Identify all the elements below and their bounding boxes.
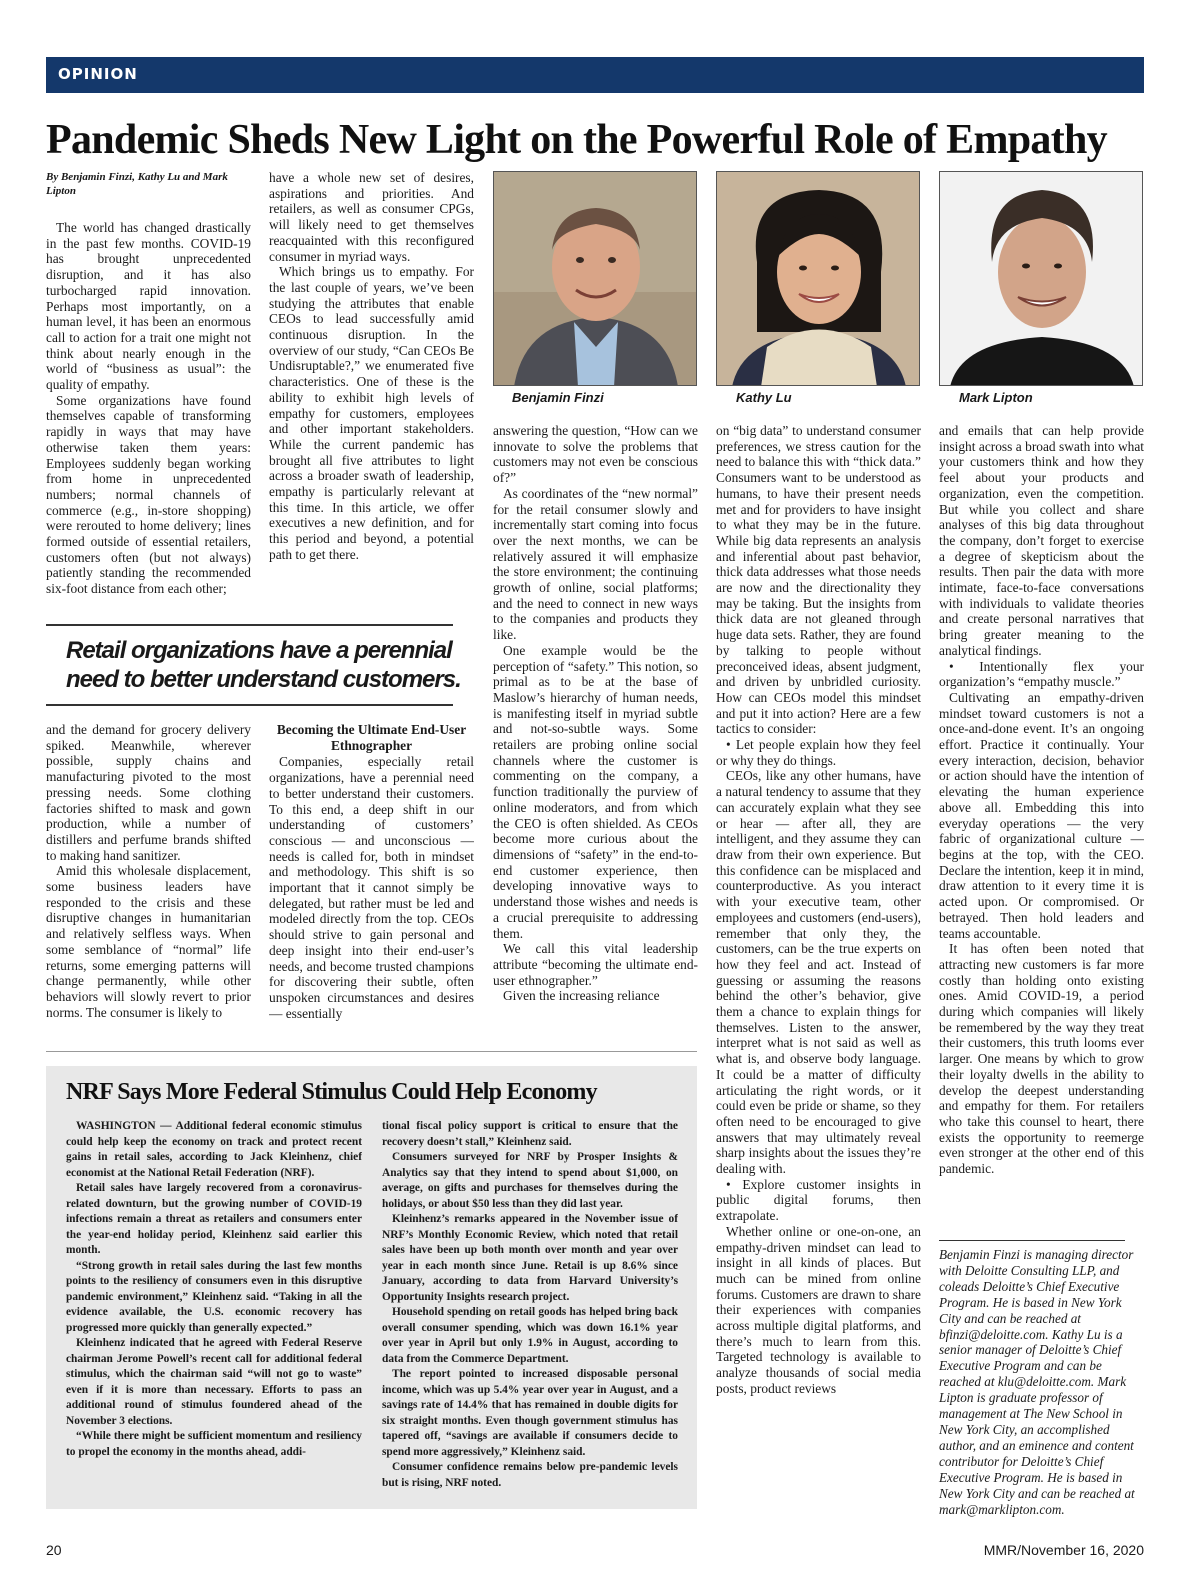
article-column-5 [939,423,1144,1231]
portrait-photo-icon [717,172,920,386]
paragraph: Consumers surveyed for NRF by Prosper Insights & Analytics say that they intend to spend about $1,000, on average, on gifts and purchases for themselves during the holidays, or about $50 less than they did last year. [382,1151,678,1210]
section-label: OPINION [58,65,138,83]
paragraph: have a whole new set of desires, aspirations and priorities. And retailers, as well as consumer CPGs, will likely need to get themselves reacquainted with this reconfigured consumer in myriad ways. [269,170,474,264]
nrf-sidebar [46,1066,697,1509]
paragraph: Kleinhenz indicated that he agreed with Federal Reserve chairman Jerome Powell’s recent call for additional federal stimulus, which the chairman said “will not go to waste” even if it is more than necessary. Efforts to pass an additional round of stimulus foundered ahead of the November 3 elections. [66,1337,362,1427]
bullet-point: • Intentionally flex your organization’s “empathy muscle.” [939,658,1144,690]
paragraph: Retail sales have largely recovered from a coronavirus-related downturn, but the growing number of COVID-19 infections remain a threat as retailers and consumers enter the year-end holiday period, Kleinhenz said earlier this month. [66,1182,362,1256]
paragraph: Amid this wholesale displacement, some business leaders have responded to the crisis and these disruptive changes in humanitarian and relatively selfless ways. When some semblance of “normal” life returns, some emerging patterns will change permanently, while other behaviors will slowly revert to prior norms. The consumer is likely to [46,863,251,1020]
sidebar-column-a [66,1119,362,1504]
paragraph: The world has changed drastically in the past few months. COVID-19 has brought unprecedented disruption, and it has also turbocharged rapid innovation. Perhaps most importantly, on a human level, it has been an enormous call to action for a trait one might not think about nearly enough in the world of “business as usual”: the quality of empathy. [46,220,251,393]
publication-date: MMR/November 16, 2020 [983,1542,1144,1558]
paragraph: answering the question, “How can we innovate to solve the problems that customers may not even be conscious of?” [493,423,698,486]
article-column-1-bottom [46,722,251,1042]
paragraph: As coordinates of the “new normal” for the retail consumer slowly and incrementally start coming into focus over the next months, we can be relatively assured it will emphasize the store environment; the continuing growth of online, social platforms; and the need to connect in new ways to the companies and products they like. [493,485,698,643]
paragraph: Companies, especially retail organizations, have a perennial need to better understand their customers. To this end, a deep shift in our understanding of customers’ conscious — and unconscious — needs is called for, both in mindset and methodology. This shift is so important that it cannot simply be delegated, but rather must be led and modeled directly from the top. CEOs should strive to gain personal and deep insight into their end-user’s needs, and become trusted champions for discovering their subtle, often unspoken circumstances and desires — essentially [269,754,474,1021]
paragraph: It has often been noted that attracting new customers is far more costly than holding onto existing ones. Amid COVID-19, a period during which companies will likely be remembered by the way they treat their customers, this truth looms ever larger. One means by which to grow their loyalty dwells in the ability to develop the deepest understanding and empathy for them. For retailers who take this counsel to heart, there exists the opportunity to reemerge even stronger at the other end of this pandemic. [939,941,1144,1177]
paragraph: Some organizations have found themselves capable of transforming rapidly in ways that may have otherwise taken them years: Employees suddenly began working from home in unprecedented numbers; normal channels of commerce (e.g., in-store shopping) were rerouted to home delivery; lines formed outside of essential retailers, customers often (but not always) patiently standing the recommended six-foot distance from each other; [46,392,251,597]
portrait-photo-finzi [493,171,697,386]
paragraph: Cultivating an empathy-driven mindset toward customers is not a once-and-done event. It’s an ongoing effort. Practice it continually. Your every interaction, decision, behavior or action should have the intention of elevating the human experience above all. Embedding this into everyday operations — the very fabric of organizational culture — begins at the top, with the CEO. Declare the intention, keep it in mind, draw attention to it every time it is acted upon. Or compromised. Or betrayed. Then hold leaders and teams accountable. [939,689,1144,941]
paragraph: Which brings us to empathy. For the last couple of years, we’ve been studying the attributes that enable CEOs to lead successfully amid continuous disruption. In the overview of our study, “Can CEOs Be Undisruptable?,” we enumerated five characteristics. One of these is the ability to exhibit high levels of empathy for customers, employees and other important stakeholders. While the current pandemic has brought all five attributes to light across a broader swath of leadership, empathy is particularly relevant at this time. In this article, we offer executives a new definition, and for this period and beyond, a potential path to get there. [269,264,474,562]
bullet-point: • Let people explain how they feel or why they do things. [716,737,921,768]
paragraph: One example would be the perception of “safety.” This notion, so primal as to be at the base of Maslow’s hierarchy of human needs, is manifesting itself in myriad subtle and not-so-subtle ways. Some retailers are probing online social channels where the customer is commenting on the company, a function traditionally the purview of online moderators, and from which the CEO is often shielded. As CEOs become more curious about the dimensions of “safety” in the end-to-end customer experience, then developing innovative ways to understand those wishes and needs is a crucial prerequisite to addressing them. [493,642,698,941]
paragraph: WASHINGTON — Additional federal economic stimulus could help keep the economy on track and protect recent gains in retail sales, according to Jack Kleinhenz, chief economist at the National Retail Federation (NRF). [66,1120,362,1179]
paragraph: We call this vital leadership attribute “becoming the ultimate end-user ethnographer.” [493,941,698,988]
photo-caption: Mark Lipton [959,390,1033,405]
bullet-point: • Explore customer insights in public digital forums, then extrapolate. [716,1176,921,1224]
paragraph: CEOs, like any other humans, have a natural tendency to assume that they can accurately explain what they see or hear — after all, they are intelligent, and they assume they can draw from their own experience. But this confidence can be misplaced and counterproductive. As you interact with your executive team, other employees and customers (end-users), remember that only they, the customers, can be the true experts on how they feel and act. Instead of guessing or assuming the reasons behind the other’s behavior, give them a chance to explain things for themselves. Listen to the answer, interpret what is not said as well as what is, and observe body language. It could be a matter of difficulty articulating the right words, or it could even be pride or shame, so they often need to be encouraged to give answers that may ultimately reveal sharp insights about the issues they’re dealing with. [716,768,921,1177]
subhead: Becoming the Ultimate End-User Ethnographer [276,722,467,753]
bio-rule [939,1240,1125,1241]
photo-caption: Benjamin Finzi [512,390,604,405]
paragraph: “While there might be sufficient momentum and resiliency to propel the economy in the months ahead, addi- [66,1430,362,1458]
portrait-photo-icon [494,172,697,386]
paragraph: Kleinhenz’s remarks appeared in the November issue of NRF’s Monthly Economic Review, which noted that retail sales have been up both month over month and year over year in each month since June. Retail is up 8.6% since January, according to data from Harvard University’s Opportunity Insights research project. [382,1213,678,1303]
pullquote-top-rule [46,624,453,626]
author-bio: Benjamin Finzi is managing director with Deloitte Consulting LLP, and coleads Deloitte’s Chief Executive Program. He is based in New York City and can be reached at bfinzi@deloitte.com. Kathy Lu is a senior manager of Deloitte’s Chief Executive Program and can be reached at klu@deloitte.com. Mark Lipton is graduate professor of management at The New School in New York City, an accomplished author, and an eminence and content contributor for Deloitte’s Chief Executive Program. He is based in New York City and can be reached at mark@marklipton.com. [939,1247,1135,1517]
paragraph: Whether online or one-on-one, an empathy-driven mindset can lead to insight in all kinds of places. But much can be mined from online forums. Customers are drawn to share their experiences with companies across multiple digital platforms, and there’s much to learn from this. Targeted technology is available to analyze thousands of social media posts, product reviews [716,1223,921,1396]
paragraph: on “big data” to understand consumer preferences, we stress caution for the need to balance this with “thick data.” Consumers want to be understood as humans, to have their present needs met and for providers to have insight to what they may be in the future. While big data represents an analysis and inferential about past behavior, thick data addresses what those needs are now and the directionality they may be taking. But the insights from thick data are not gleaned through huge data sets. Rather, they are found by talking to people without preconceived ideas, absent judgment, and driven by unbridled curiosity. How can CEOs model this mindset and put it into action? Here are a few tactics to consider: [716,423,921,737]
paragraph: The report pointed to increased disposable personal income, which was up 5.4% year over year in August, and a savings rate of 14.4% that has remained in double digits for six straight months. Even though government stimulus has tapered off, “savings are available if consumers decide to spend more aggressively,” Kleinhenz said. [382,1368,678,1458]
paragraph: Consumer confidence remains below pre-pandemic levels but is rising, NRF noted. [382,1461,678,1489]
paragraph: Given the increasing reliance [503,988,660,1004]
section-banner [46,57,1144,93]
section-divider [46,1051,697,1052]
portrait-photo-icon [940,172,1143,386]
pullquote: Retail organizations have a perennial need to better understand customers. [66,637,461,693]
article-column-3 [493,423,698,1043]
article-column-2-top [269,170,474,616]
photo-caption: Kathy Lu [736,390,792,405]
portrait-photo-lipton [939,171,1143,386]
pullquote-bottom-rule [46,704,453,706]
sidebar-column-b [382,1119,678,1504]
paragraph: Household spending on retail goods has helped bring back overall consumer spending, which was down 16.1% year over year in April but only 1.9% in August, according to data from the Commerce Department. [382,1306,678,1365]
paragraph: and the demand for grocery delivery spiked. Meanwhile, wherever possible, supply chains and manufacturing pivoted to the most pressing needs. Some clothing factories shifted to mask and gown production, while a number of distillers and perfume brands shifted to making hand sanitizer. [46,722,251,863]
paragraph: and emails that can help provide insight across a broad swath into what your customers think and how they feel about your products and organization, even the competition. But while you collect and share analyses of this big data throughout the company, don’t forget to exercise a degree of skepticism about the results. Then pair the data with more intimate, face-to-face conversations with individuals to validate theories and create personal narratives that bring greater meaning to the analytical findings. [939,423,1144,658]
article-column-2-bottom [269,722,474,1042]
paragraph: “Strong growth in retail sales during the last few months points to the resiliency of consumers even in this disruptive pandemic environment,” Kleinhenz said. “Taking in all the evidence available, the U.S. economic recovery has progressed more quickly than generally expected.” [66,1259,362,1334]
page-number: 20 [46,1542,62,1558]
byline: By Benjamin Finzi, Kathy Lu and Mark Lipton [46,171,228,197]
paragraph: tional fiscal policy support is critical to ensure that the recovery doesn’t stall,” Kleinhenz said. [382,1120,678,1148]
article-column-4 [716,423,921,1515]
portrait-photo-lu [716,171,920,386]
sidebar-title: NRF Says More Federal Stimulus Could Help Economy [66,1079,597,1105]
article-headline: Pandemic Sheds New Light on the Powerful Role of Empathy [46,117,1107,163]
article-column-1-top [46,170,251,616]
